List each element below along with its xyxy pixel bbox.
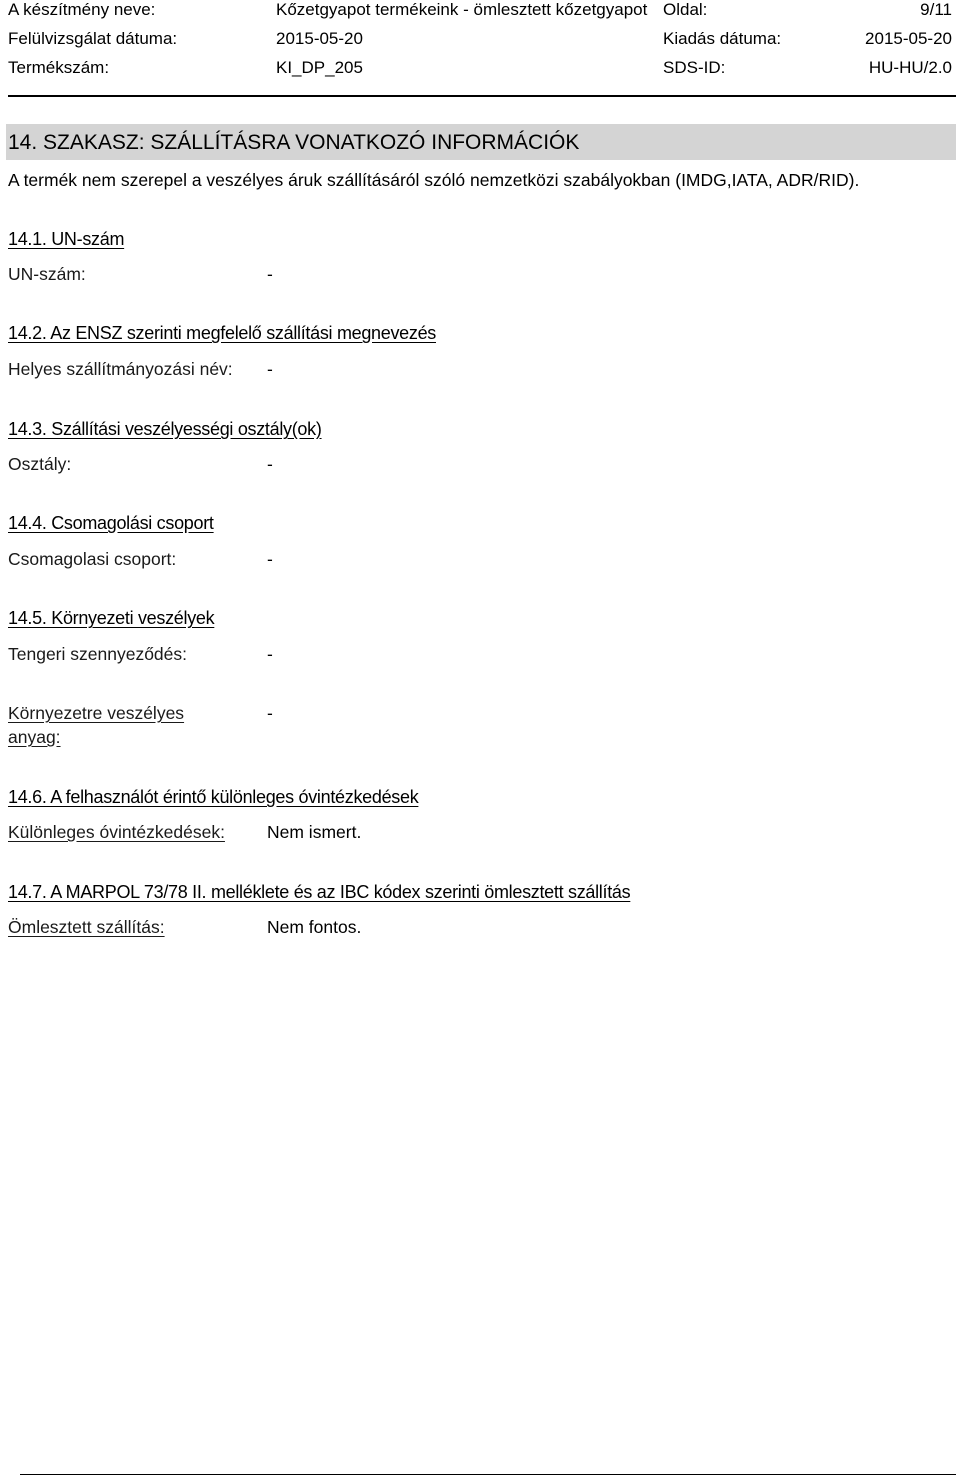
subsection-heading-14-7: 14.7. A MARPOL 73/78 II. melléklete és az IBC kódex szerinti ömlesztett szállítás [8, 882, 631, 902]
field-value-environmental-hazard: - [267, 703, 273, 723]
header-value-page: 9/11 [920, 0, 952, 19]
subsection-heading-14-1: 14.1. UN-szám [8, 229, 125, 249]
field-label-shipping-name: Helyes szállítmányozási név: [8, 359, 233, 379]
subsection-heading-14-6: 14.6. A felhasználót érintő különleges óvintézkedések [8, 787, 419, 807]
subsection-heading-14-2: 14.2. Az ENSZ szerinti megfelelő szállítási megnevezés [8, 323, 436, 343]
section-title: 14. SZAKASZ: SZÁLLÍTÁSRA VONATKOZÓ INFORMÁCIÓK [8, 131, 580, 154]
field-value-bulk-transport: Nem fontos. [267, 917, 362, 937]
header-label-product-number: Termékszám: [8, 58, 110, 77]
field-label-marine-pollutant: Tengeri szennyeződés: [8, 644, 187, 664]
field-value-marine-pollutant: - [267, 644, 273, 664]
section-intro: A termék nem szerepel a veszélyes áruk szállításáról szóló nemzetközi szabályokban (IMDG,IATA, ADR/RID). [8, 170, 860, 190]
field-value-class: - [267, 454, 273, 474]
header-label-revision-date: Felülvizsgálat dátuma: [8, 29, 178, 48]
field-label-un-number: UN-szám: [8, 264, 86, 284]
header-divider [8, 95, 956, 97]
field-label-packing-group: Csomagolasi csoport: [8, 549, 177, 569]
header-value-sds-id: HU-HU/2.0 [868, 58, 952, 77]
subsection-heading-14-3: 14.3. Szállítási veszélyességi osztály(ok) [8, 419, 322, 439]
field-value-special-precautions: Nem ismert. [267, 822, 362, 842]
header-label-product-name: A készítmény neve: [8, 0, 156, 19]
field-value-packing-group: - [267, 549, 273, 569]
field-label-special-precautions: Különleges óvintézkedések: [8, 822, 225, 842]
subsection-heading-14-5: 14.5. Környezeti veszélyek [8, 608, 215, 628]
header-value-product-name: Kőzetgyapot termékeink - ömlesztett kőzetgyapot [276, 0, 648, 19]
header-label-issue-date: Kiadás dátuma: [663, 29, 782, 48]
header-label-page: Oldal: [663, 0, 708, 19]
subsection-heading-14-4: 14.4. Csomagolási csoport [8, 513, 214, 533]
field-label-bulk-transport: Ömlesztett szállítás: [8, 917, 165, 937]
field-label-environmental-hazard: Környezetre veszélyes anyag: [8, 703, 185, 747]
field-label-class: Osztály: [8, 454, 72, 474]
footer-divider [20, 1474, 956, 1475]
header-value-revision-date: 2015-05-20 [276, 29, 363, 48]
field-value-un-number: - [267, 264, 273, 284]
header-label-sds-id: SDS-ID: [663, 58, 726, 77]
header-value-issue-date: 2015-05-20 [865, 29, 952, 48]
header-value-product-number: KI_DP_205 [276, 58, 363, 77]
field-value-shipping-name: - [267, 359, 273, 379]
